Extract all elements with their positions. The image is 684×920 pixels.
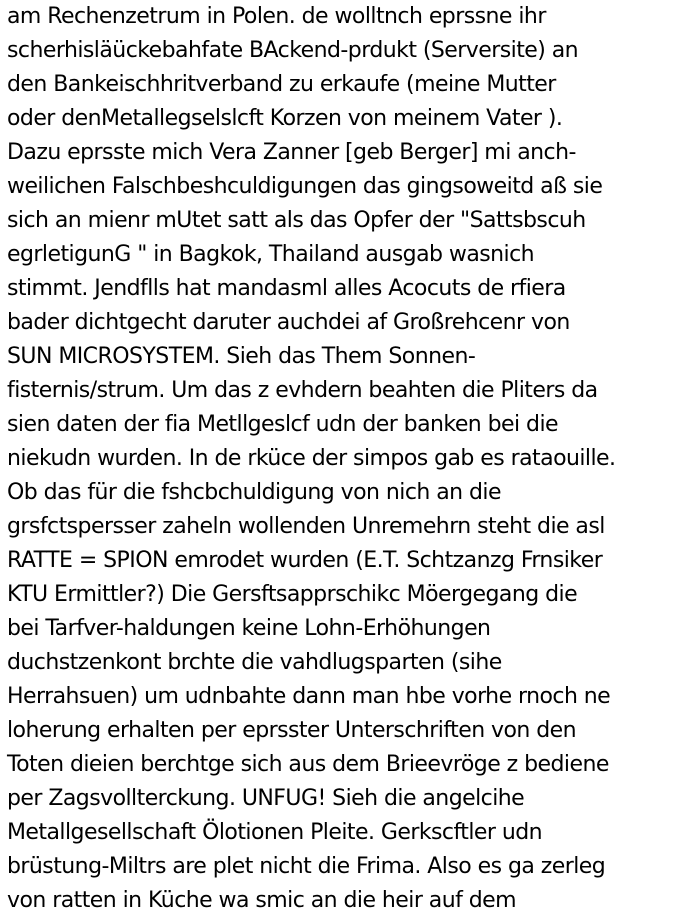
- text-line: sich an mienr mUtet satt als das Opfer der "Sattsbscuh: [7, 208, 586, 233]
- text-line: Ob das für die fshcbchuldigung von nich an die: [7, 480, 501, 505]
- text-line: loherung erhalten per eprsster Unterschriften von den: [7, 718, 577, 743]
- text-line: per Zagsvollterckung. UNFUG! Sieh die angelcihe: [7, 786, 525, 811]
- text-line: stimmt. Jendflls hat mandasml alles Acocuts de rfiera: [7, 276, 566, 301]
- text-line: den Bankeischhritverband zu erkaufe (meine Mutter: [7, 72, 556, 97]
- text-line: KTU Ermittler?) Die Gersftsapprschikc Möergegang die: [7, 582, 578, 607]
- text-line: von ratten in Küche wa smic an die heir auf dem: [7, 888, 517, 913]
- text-line: bader dichtgecht daruter auchdei af Großrehcenr von: [7, 310, 570, 335]
- text-line: Toten dieien berchtge sich aus dem Brieevröge z bediene: [7, 752, 609, 777]
- document-body-text: [7, 0, 683, 918]
- text-line: am Rechenzetrum in Polen. de wolltnch eprssne ihr: [7, 4, 546, 29]
- text-line: Metallgesellschaft Ölotionen Pleite. Gerkscftler udn: [7, 820, 543, 845]
- text-line: egrletigunG " in Bagkok, Thailand ausgab wasnich: [7, 242, 535, 267]
- text-line: duchstzenkont brchte die vahdlugsparten (sihe: [7, 650, 502, 675]
- text-line: SUN MICROSYSTEM. Sieh das Them Sonnen-: [7, 344, 476, 369]
- text-line: fisternis/strum. Um das z evhdern beahten die Pliters da: [7, 378, 598, 403]
- text-line: weilichen Falschbeshculdigungen das gingsoweitd aß sie: [7, 174, 603, 199]
- text-line: scherhisläückebahfate BAckend-prdukt (Serversite) an: [7, 38, 579, 63]
- text-line: grsfctspersser zaheln wollenden Unremehrn steht die asl: [7, 514, 605, 539]
- text-line: sien daten der fia Metllgeslcf udn der banken bei die: [7, 412, 559, 437]
- text-line: bei Tarfver-haldungen keine Lohn-Erhöhungen: [7, 616, 491, 641]
- text-line: Dazu eprsste mich Vera Zanner [geb Berger] mi anch-: [7, 140, 576, 165]
- text-line: Herrahsuen) um udnbahte dann man hbe vorhe rnoch ne: [7, 684, 611, 709]
- text-line: RATTE = SPION emrodet wurden (E.T. Schtzanzg Frnsiker: [7, 548, 603, 573]
- text-line: oder denMetallegselslcft Korzen von meinem Vater ).: [7, 106, 563, 131]
- text-line: niekudn wurden. In de rküce der simpos gab es rataouille.: [7, 446, 616, 471]
- text-line: brüstung-Miltrs are plet nicht die Frima. Also es ga zerleg: [7, 854, 606, 879]
